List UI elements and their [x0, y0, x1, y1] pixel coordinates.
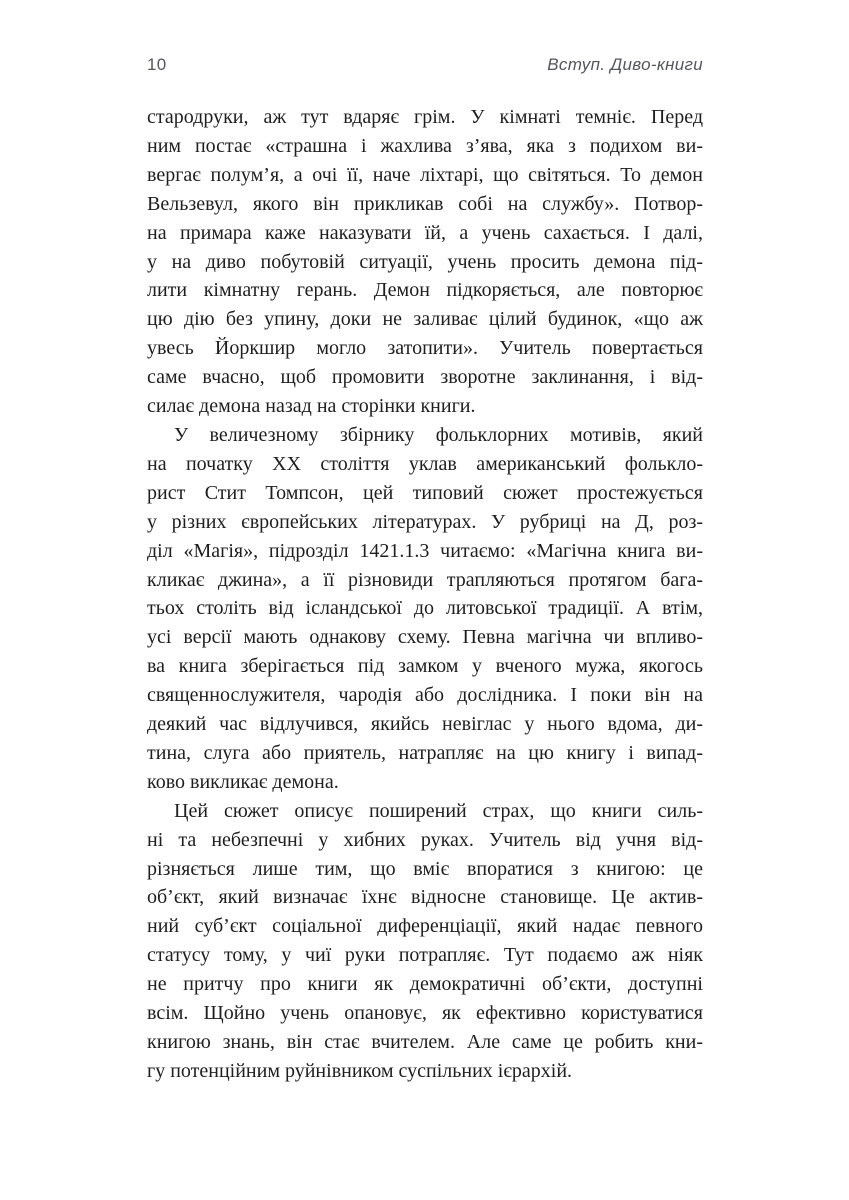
text-block [147, 103, 703, 1086]
text-line: увесь Йоркшир могло затопити». Учитель повертається [147, 337, 703, 360]
text-line: ний суб’єкт соціальної диференціації, який надає певного [147, 915, 703, 938]
text-line: священнослужителя, чародія або дослідника. І поки він на [147, 684, 703, 707]
text-line: силає демона назад на сторінки книги. [147, 395, 476, 418]
text-line: об’єкт, який визначає їхнє відносне становище. Це актив- [147, 886, 703, 909]
text-line: цю дію без упину, доки не заливає цілий будинок, «що аж [147, 308, 703, 331]
text-line: статусу тому, у чиї руки потрапляє. Тут подаємо аж ніяк [147, 944, 703, 967]
text-line: саме вчасно, щоб промовити зворотне заклинання, і від- [147, 366, 703, 389]
text-line: всім. Щойно учень опановує, як ефективно користуватися [147, 1002, 703, 1025]
text-line: не притчу про книги як демократичні об’єкти, доступні [147, 973, 703, 996]
text-line: діл «Магія», підрозділ 1421.1.3 читаємо: «Магічна книга ви- [147, 539, 703, 562]
text-line: різняється лише тим, що вміє впоратися з книгою: це [147, 857, 703, 880]
text-line: ва книга зберігається під замком у вченого мужа, якогось [147, 655, 703, 678]
paragraph [147, 421, 703, 797]
text-line: книгою знань, він стає вчителем. Але саме це робить кни- [147, 1031, 703, 1053]
text-line: деякий час відлучився, якийсь невіглас у нього вдома, ди- [147, 713, 703, 736]
text-line: стародруки, аж тут вдаряє грім. У кімнаті темніє. Перед [147, 106, 703, 128]
paragraph [147, 103, 703, 421]
text-line: вергає полум’я, а очі її, наче ліхтарі, що світяться. То демон [147, 163, 703, 186]
text-line: Вельзевул, якого він прикликав собі на службу». Потвор- [147, 192, 703, 215]
text-line: усі версії мають однакову схему. Певна магічна чи впливо- [147, 626, 703, 649]
page-header [147, 55, 703, 75]
text-line: гу потенційним руйнівником суспільних ієрархій. [147, 1059, 573, 1082]
text-line: ково викликає демона. [147, 770, 339, 793]
text-line: на примара каже наказувати їй, а учень сахається. І далі, [147, 221, 703, 244]
text-line: рист Стит Томпсон, цей типовий сюжет простежується [147, 481, 703, 504]
paragraph [147, 797, 703, 1086]
running-head: Вступ. Диво-книги [547, 55, 703, 74]
text-line: на початку ХХ століття уклав американський фолькло- [147, 452, 703, 475]
text-line: У величезному збірнику фольклорних мотивів, який [174, 423, 703, 446]
text-line: у різних європейських літературах. У рубриці на Д, роз- [147, 510, 703, 533]
text-line: кликає джина», а її різновиди трапляються протягом бага- [147, 568, 703, 591]
text-line: у на диво побутовій ситуації, учень просить демона під- [147, 250, 703, 273]
text-line: Цей сюжет описує поширений страх, що книги силь- [174, 799, 703, 822]
text-line: ним постає «страшна і жахлива з’ява, яка з подихом ви- [147, 134, 703, 157]
page-number: 10 [147, 55, 167, 74]
text-line: ні та небезпечні у хибних руках. Учитель від учня від- [147, 828, 703, 851]
text-line: тина, слуга або приятель, натрапляє на цю книгу і випад- [147, 741, 703, 764]
text-line: тьох століть від ісландської до литовської традиції. А втім, [147, 597, 703, 620]
text-line: лити кімнатну герань. Демон підкоряється, але повторює [147, 279, 703, 302]
